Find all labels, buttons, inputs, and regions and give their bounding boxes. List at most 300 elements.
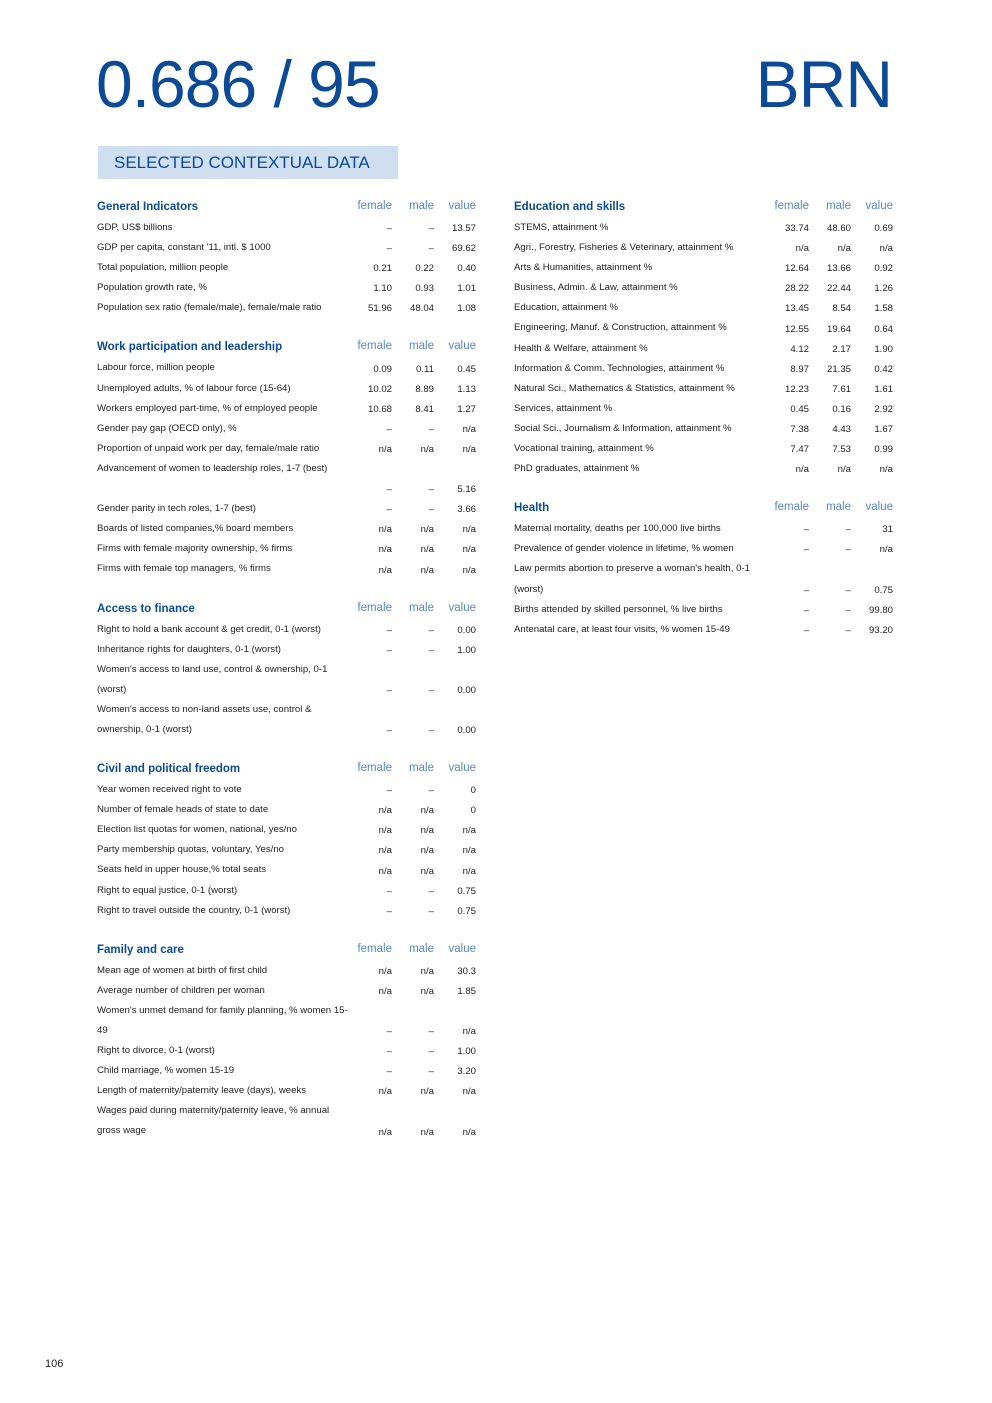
male-value: – (428, 885, 434, 897)
male-value: 7.61 (832, 383, 851, 395)
indicator-row (97, 1001, 477, 1041)
ratio-value: n/a (462, 443, 476, 455)
ratio-value: 1.58 (874, 303, 893, 315)
female-value: – (386, 504, 392, 516)
indicator-row (514, 278, 894, 298)
ratio-value: 0.75 (874, 584, 893, 596)
female-value: n/a (378, 845, 392, 857)
female-value: 28.22 (784, 283, 809, 295)
male-value: – (845, 524, 851, 536)
ratio-value: 0.75 (457, 905, 476, 917)
female-value: – (386, 1046, 392, 1058)
female-value: – (386, 243, 392, 255)
ratio-value: n/a (462, 544, 476, 556)
female-value: 0.45 (790, 403, 809, 415)
section-header (97, 600, 477, 620)
female-value: 4.12 (790, 343, 809, 355)
indicator-row (97, 800, 477, 820)
value-column-header: value (448, 942, 476, 955)
male-value: – (428, 1066, 434, 1078)
indicator-row (97, 640, 477, 660)
ratio-value: n/a (462, 1026, 476, 1038)
indicator-row (97, 840, 477, 860)
male-value: 0.16 (832, 403, 851, 415)
indicator-label: Prevalence of gender violence in lifetime, % women (514, 543, 734, 555)
indicator-row (97, 238, 477, 258)
indicator-row (97, 881, 477, 901)
indicator-label: Average number of children per woman (97, 984, 265, 996)
male-column-header: male (409, 762, 434, 775)
ratio-value: n/a (879, 243, 893, 255)
indicator-label: Right to travel outside the country, 0-1 (worst) (97, 904, 291, 916)
indicator-row (97, 539, 477, 559)
ratio-value: n/a (879, 544, 893, 556)
indicator-label: Information & Comm. Technologies, attainment % (514, 362, 725, 374)
male-column-header: male (826, 200, 851, 212)
indicator-row (514, 559, 894, 599)
ratio-value: n/a (462, 564, 476, 576)
indicator-row (514, 419, 894, 439)
indicator-label: Right to equal justice, 0-1 (worst) (97, 884, 238, 896)
ratio-value: 1.90 (874, 343, 893, 355)
female-value: – (803, 524, 809, 536)
ratio-value: 0.99 (874, 444, 893, 456)
female-value: n/a (378, 825, 392, 837)
indicator-row (97, 379, 477, 399)
ratio-value: 69.62 (451, 243, 476, 255)
female-value: 7.38 (790, 424, 809, 436)
indicator-row (97, 499, 477, 519)
ratio-value: 5.16 (457, 484, 476, 496)
female-value: – (386, 1066, 392, 1078)
female-value: – (386, 905, 392, 917)
ratio-value: 3.20 (457, 1066, 476, 1078)
female-value: 12.64 (784, 263, 809, 275)
ratio-value: 0.40 (457, 263, 476, 275)
ratio-value: 0 (470, 805, 476, 817)
female-value: n/a (378, 965, 392, 977)
female-column-header: female (357, 601, 392, 614)
indicator-label: Natural Sci., Mathematics & Statistics, attainment % (514, 382, 735, 394)
section-header (97, 941, 477, 961)
section-title: Education and skills (514, 201, 626, 213)
ratio-value: 13.57 (451, 223, 476, 235)
female-value: – (386, 624, 392, 636)
indicator-label: Number of female heads of state to date (97, 804, 269, 816)
indicator-label: Firms with female top managers, % firms (97, 563, 271, 575)
female-value: – (386, 885, 392, 897)
indicator-row (97, 860, 477, 880)
indicator-row (514, 359, 894, 379)
male-value: 48.60 (826, 223, 851, 235)
female-value: n/a (378, 865, 392, 877)
ratio-value: 3.66 (457, 504, 476, 516)
ratio-value: 1.01 (457, 283, 476, 295)
ratio-value: 2.92 (874, 403, 893, 415)
page-number: 106 (45, 1358, 64, 1370)
male-value: n/a (420, 965, 434, 977)
indicator-label: Proportion of unpaid work per day, female/male ratio (97, 442, 320, 454)
male-value: – (845, 584, 851, 596)
ratio-value: 1.27 (457, 403, 476, 415)
ratio-value: 0.00 (457, 725, 476, 737)
ratio-value: 0.92 (874, 263, 893, 275)
ratio-value: 1.67 (874, 424, 893, 436)
indicator-section (97, 600, 477, 741)
indicator-row (97, 1061, 477, 1081)
indicator-row (97, 620, 477, 640)
value-column-header: value (865, 200, 893, 212)
indicator-row (514, 238, 894, 258)
indicator-label: Gender parity in tech roles, 1-7 (best) (97, 503, 256, 515)
female-value: – (386, 644, 392, 656)
indicator-label: Population sex ratio (female/male), female/male ratio (97, 302, 322, 314)
female-value: n/a (378, 443, 392, 455)
indicator-section (514, 198, 894, 479)
ratio-value: 0.64 (874, 323, 893, 335)
male-value: n/a (420, 1126, 434, 1138)
ratio-value: 99.80 (868, 604, 893, 616)
ratio-value: 1.00 (457, 644, 476, 656)
male-value: 2.17 (832, 343, 851, 355)
ratio-value: 1.26 (874, 283, 893, 295)
female-value: – (803, 624, 809, 636)
female-value: n/a (378, 985, 392, 997)
section-header (97, 760, 477, 780)
male-value: – (428, 1026, 434, 1038)
ratio-value: 93.20 (868, 624, 893, 636)
female-column-header: female (357, 942, 392, 955)
male-value: n/a (420, 443, 434, 455)
indicator-label: Business, Admin. & Law, attainment % (514, 282, 678, 294)
female-value: n/a (795, 464, 809, 476)
female-value: – (386, 223, 392, 235)
indicator-label: Total population, million people (97, 262, 229, 274)
indicator-label: Wages paid during maternity/paternity leave, % annual gross wage (97, 1105, 330, 1137)
indicator-label: STEMS, attainment % (514, 222, 609, 233)
female-value: 13.45 (784, 303, 809, 315)
male-column-header: male (826, 501, 851, 514)
section-banner: SELECTED CONTEXTUAL DATA (98, 146, 398, 179)
indicator-label: Workers employed part-time, % of employed people (97, 402, 318, 414)
indicator-label: Unemployed adults, % of labour force (15-64) (97, 382, 291, 394)
value-column-header: value (865, 501, 893, 514)
indicator-label: Health & Welfare, attainment % (514, 342, 648, 354)
male-value: – (428, 243, 434, 255)
male-value: – (428, 223, 434, 235)
indicator-row (514, 339, 894, 359)
male-value: n/a (420, 845, 434, 857)
section-header (514, 198, 894, 218)
ratio-value: 1.85 (457, 985, 476, 997)
indicator-row (514, 519, 894, 539)
right-column (514, 198, 894, 660)
male-column-header: male (409, 200, 434, 212)
indicator-label: Firms with female majority ownership, % firms (97, 543, 293, 555)
female-value: – (386, 423, 392, 435)
indicator-row (97, 439, 477, 459)
indicator-row (514, 258, 894, 278)
indicator-section (514, 499, 894, 640)
female-value: n/a (795, 243, 809, 255)
indicator-row (514, 218, 894, 238)
ratio-value: 31 (882, 524, 893, 536)
indicator-label: Advancement of women to leadership roles, 1-7 (best) (97, 462, 328, 474)
ratio-value: 0.00 (457, 684, 476, 696)
indicator-row (97, 459, 477, 499)
ratio-value: 0.42 (874, 363, 893, 375)
indicator-section (97, 198, 477, 318)
indicator-label: Arts & Humanities, attainment % (514, 262, 653, 274)
male-value: n/a (420, 544, 434, 556)
male-value: n/a (420, 1086, 434, 1098)
indicator-label: Vocational training, attainment % (514, 443, 654, 455)
indicator-label: Births attended by skilled personnel, % live births (514, 603, 723, 615)
indicator-label: Boards of listed companies,% board members (97, 523, 294, 535)
male-value: 8.41 (415, 403, 434, 415)
indicator-label: Women's access to non-land assets use, control & ownership, 0-1 (worst) (97, 703, 312, 735)
indicator-row (97, 1041, 477, 1061)
male-value: n/a (420, 985, 434, 997)
female-value: n/a (378, 544, 392, 556)
male-value: 48.04 (409, 303, 434, 315)
indicator-label: Services, attainment % (514, 402, 613, 414)
ratio-value: 0.69 (874, 223, 893, 235)
male-column-header: male (409, 942, 434, 955)
indicator-label: Women's access to land use, control & ownership, 0-1 (worst) (97, 663, 328, 695)
value-column-header: value (448, 601, 476, 614)
ratio-value: 1.08 (457, 303, 476, 315)
indicator-row (514, 620, 894, 640)
male-value: – (428, 423, 434, 435)
section-title: Civil and political freedom (97, 763, 241, 776)
male-value: n/a (420, 564, 434, 576)
female-value: n/a (378, 1086, 392, 1098)
indicator-row (97, 901, 477, 921)
indicator-row (514, 439, 894, 459)
male-value: – (428, 624, 434, 636)
value-column-header: value (448, 200, 476, 212)
section-title: Access to finance (97, 602, 195, 615)
ratio-value: 0.00 (457, 624, 476, 636)
indicator-row (97, 218, 477, 238)
male-value: – (428, 905, 434, 917)
indicator-row (97, 278, 477, 298)
female-value: – (803, 584, 809, 596)
female-value: 0.21 (373, 263, 392, 275)
indicator-label: Antenatal care, at least four visits, % women 15-49 (514, 623, 730, 635)
male-column-header: male (409, 340, 434, 353)
country-code-heading: BRN (755, 47, 892, 121)
male-value: 0.22 (415, 263, 434, 275)
indicator-row (514, 600, 894, 620)
score-rank-heading: 0.686 / 95 (96, 47, 380, 121)
indicator-row (97, 419, 477, 439)
indicator-label: Inheritance rights for daughters, 0-1 (worst) (97, 643, 281, 655)
female-value: n/a (378, 1126, 392, 1138)
indicator-label: GDP per capita, constant '11, intl. $ 1000 (97, 242, 271, 254)
indicator-row (514, 399, 894, 419)
female-value: – (803, 604, 809, 616)
indicator-label: Party membership quotas, voluntary, Yes/no (97, 844, 285, 856)
ratio-value: 30.3 (457, 965, 476, 977)
male-value: n/a (420, 865, 434, 877)
indicator-row (514, 379, 894, 399)
indicator-row (97, 559, 477, 579)
ratio-value: 1.13 (457, 383, 476, 395)
male-value: 21.35 (826, 363, 851, 375)
female-value: – (386, 1026, 392, 1038)
indicator-label: Gender pay gap (OECD only), % (97, 422, 237, 434)
ratio-value: 0.75 (457, 885, 476, 897)
ratio-value: n/a (462, 865, 476, 877)
section-title: Health (514, 502, 550, 515)
section-title: Family and care (97, 943, 184, 956)
ratio-value: 0.45 (457, 363, 476, 375)
section-title: General Indicators (97, 201, 198, 213)
male-value: – (428, 504, 434, 516)
female-value: 0.09 (373, 363, 392, 375)
female-value: 7.47 (790, 444, 809, 456)
value-column-header: value (448, 762, 476, 775)
male-value: 0.11 (416, 363, 434, 375)
indicator-row (97, 358, 477, 378)
female-value: – (386, 484, 392, 496)
female-value: 12.23 (784, 383, 809, 395)
indicator-section (97, 760, 477, 921)
indicator-row (97, 820, 477, 840)
ratio-value: n/a (462, 1086, 476, 1098)
indicator-row (514, 298, 894, 318)
indicator-label: Year women received right to vote (97, 784, 242, 796)
ratio-value: n/a (462, 524, 476, 536)
indicator-row (97, 1081, 477, 1101)
ratio-value: 1.00 (457, 1046, 476, 1058)
ratio-value: n/a (462, 845, 476, 857)
male-value: – (428, 725, 434, 737)
indicator-label: Labour force, million people (97, 362, 215, 374)
female-column-header: female (357, 762, 392, 775)
male-value: – (845, 604, 851, 616)
ratio-value: n/a (462, 423, 476, 435)
male-value: 7.53 (832, 444, 851, 456)
female-value: – (386, 684, 392, 696)
section-title: Work participation and leadership (97, 341, 283, 354)
female-value: – (803, 544, 809, 556)
indicator-label: Education, attainment % (514, 302, 618, 314)
female-value: n/a (378, 524, 392, 536)
male-value: n/a (837, 464, 851, 476)
indicator-row (514, 459, 894, 479)
section-header (97, 338, 477, 358)
female-value: 10.68 (367, 403, 392, 415)
indicator-row (97, 700, 477, 740)
male-value: 4.43 (832, 424, 851, 436)
indicator-label: Population growth rate, % (97, 282, 207, 294)
male-value: 8.54 (832, 303, 851, 315)
male-value: – (428, 644, 434, 656)
left-column (97, 198, 477, 1162)
female-column-header: female (774, 501, 809, 514)
female-value: n/a (378, 564, 392, 576)
indicator-row (97, 399, 477, 419)
male-value: – (845, 544, 851, 556)
female-value: – (386, 785, 392, 797)
ratio-value: n/a (462, 1126, 476, 1138)
female-value: 10.02 (367, 383, 392, 395)
ratio-value: n/a (462, 825, 476, 837)
male-value: – (428, 1046, 434, 1058)
indicator-row (97, 519, 477, 539)
male-value: n/a (420, 524, 434, 536)
indicator-label: Election list quotas for women, national, yes/no (97, 824, 297, 836)
indicator-row (97, 961, 477, 981)
indicator-label: Mean age of women at birth of first child (97, 964, 268, 976)
section-header (514, 499, 894, 519)
indicator-label: Length of maternity/paternity leave (days), weeks (97, 1085, 307, 1097)
indicator-row (97, 981, 477, 1001)
female-column-header: female (357, 340, 392, 353)
male-value: 0.93 (415, 283, 434, 295)
female-value: – (386, 725, 392, 737)
male-value: – (428, 684, 434, 696)
indicator-label: Women's unmet demand for family planning, % women 15-49 (97, 1004, 348, 1036)
value-column-header: value (448, 340, 476, 353)
male-value: 22.44 (826, 283, 851, 295)
indicator-row (514, 539, 894, 559)
indicator-row (514, 318, 894, 338)
indicator-label: Right to hold a bank account & get credit, 0-1 (worst) (97, 623, 321, 635)
female-value: 33.74 (784, 223, 809, 235)
ratio-value: n/a (879, 464, 893, 476)
male-value: n/a (420, 805, 434, 817)
female-value: 51.96 (367, 303, 392, 315)
indicator-label: Right to divorce, 0-1 (worst) (97, 1045, 215, 1057)
section-header (97, 198, 477, 218)
indicator-row (97, 1101, 477, 1141)
female-column-header: female (357, 200, 392, 212)
male-value: – (845, 624, 851, 636)
indicator-label: Seats held in upper house,% total seats (97, 864, 267, 876)
female-column-header: female (774, 200, 809, 212)
male-value: – (428, 785, 434, 797)
ratio-value: 1.61 (874, 383, 893, 395)
indicator-row (97, 258, 477, 278)
female-value: 12.55 (784, 323, 809, 335)
male-value: 19.64 (826, 323, 851, 335)
male-value: n/a (837, 243, 851, 255)
male-value: 8.89 (415, 383, 434, 395)
indicator-label: Engineering, Manuf. & Construction, attainment % (514, 322, 727, 334)
male-value: – (428, 484, 434, 496)
male-column-header: male (409, 601, 434, 614)
indicator-label: Maternal mortality, deaths per 100,000 live births (514, 523, 721, 535)
indicator-row (97, 780, 477, 800)
indicator-label: Social Sci., Journalism & Information, attainment % (514, 422, 732, 434)
indicator-label: Child marriage, % women 15-19 (97, 1065, 235, 1077)
male-value: 13.66 (826, 263, 851, 275)
indicator-section (97, 338, 477, 579)
indicator-label: Agri., Forestry, Fisheries & Veterinary, attainment % (514, 242, 734, 254)
female-value: 8.97 (790, 363, 809, 375)
indicator-section (97, 941, 477, 1142)
male-value: n/a (420, 825, 434, 837)
indicator-label: GDP, US$ billions (97, 222, 173, 233)
indicator-row (97, 298, 477, 318)
female-value: 1.10 (373, 283, 392, 295)
female-value: n/a (378, 805, 392, 817)
indicator-label: PhD graduates, attainment % (514, 463, 640, 475)
